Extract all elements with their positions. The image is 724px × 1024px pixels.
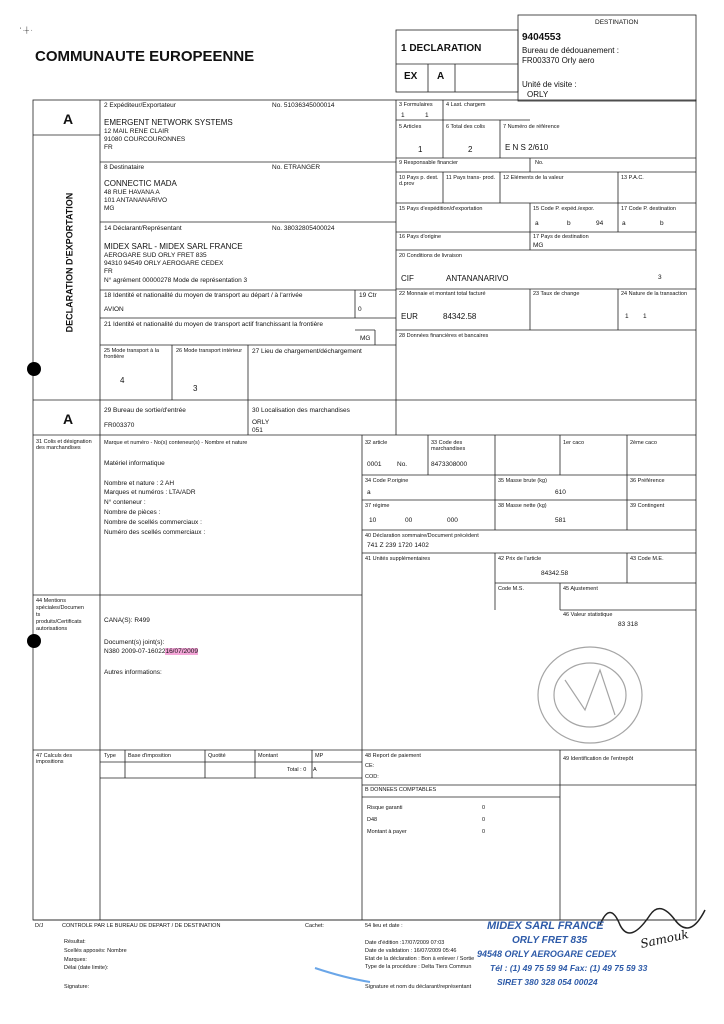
box44-label-1: 44 Mentions	[36, 598, 66, 604]
box48-ce: CE:	[365, 763, 375, 769]
box12-label: 12 Eléments de la valeur	[503, 175, 564, 181]
box3-label: 3 Formulaires	[399, 102, 433, 108]
declarant-number: No. 38032805400024	[272, 225, 335, 232]
box30-value-1: ORLY	[252, 419, 270, 426]
visit-value: ORLY	[527, 90, 549, 99]
box9-no: No.	[535, 160, 544, 166]
validation-date: Date de validation : 16/07/2009 05:46	[365, 948, 457, 954]
box15a-a: a	[535, 220, 539, 227]
calc-col-mp: MP	[315, 753, 324, 759]
exporter-country: FR	[104, 144, 113, 151]
procedure-type: Type de la procédure : Delta Tiers Commun	[365, 964, 472, 970]
box35-value: 610	[555, 489, 566, 496]
edition-date: Date d'édition :17/07/2009 07:03	[365, 940, 445, 946]
exporter-label: 2 Expéditeur/Exportateur	[104, 102, 176, 109]
declarant-address-2: 94310 94549 ORLY AEROGARE CEDEX	[104, 260, 224, 267]
box42-label: 42 Prix de l'article	[498, 556, 542, 562]
box32-no: No.	[397, 461, 408, 468]
box45-label: 45 Ajustement	[563, 586, 598, 592]
montant-value: 0	[482, 829, 486, 835]
box40-value: 741 Z 239 1720 1402	[367, 542, 429, 549]
declarant-address-1: AEROGARE SUD ORLY FRET 835	[104, 252, 207, 259]
box37-value-1: 10	[369, 517, 377, 524]
cachet-label: Cachet:	[305, 923, 324, 929]
cana-code: CANA(S): R499	[104, 617, 150, 624]
box5-label: 5 Articles	[399, 124, 422, 130]
risque-value: 0	[482, 805, 486, 811]
top-strip-label: DESTINATION	[595, 19, 639, 26]
box39-label: 39 Contingent	[630, 503, 665, 509]
box20-code: 3	[658, 274, 662, 281]
box15-label: 15 Pays d'expédition/d'exportation	[399, 206, 483, 212]
other-info-label: Autres informations:	[104, 669, 162, 676]
code-ms-label: Code M.S.	[498, 586, 524, 592]
box4-label: 4 Last. chargem	[446, 102, 486, 108]
document-date-highlight: 16/07/2009	[165, 648, 198, 655]
calc-col-type: Type	[104, 753, 116, 759]
box11-label: 11 Pays trans- prod.	[446, 175, 496, 181]
calc-total-a: A	[313, 767, 317, 773]
stamp-company-name: MIDEX SARL	[487, 920, 555, 932]
stamp-line-5: SIRET 380 328 054 00024	[497, 977, 598, 987]
goods-line-4: Nombre de pièces :	[104, 509, 161, 516]
box24-value-1: 1	[625, 313, 629, 320]
delai-label: Délai (date limite):	[64, 965, 109, 971]
box44-label-3: ts	[36, 612, 41, 618]
box15a-label: 15 Code P. expéd./expor.	[533, 206, 595, 212]
declarant-label: 14 Déclarant/Représentant	[104, 225, 182, 232]
box38-label: 38 Masse nette (kg)	[498, 503, 547, 509]
punch-hole-icon	[27, 634, 41, 648]
box19-label: 19 Ctr	[359, 292, 377, 299]
box7-value: E N S 2/610	[505, 143, 549, 152]
box13-label: 13 P.A.C.	[621, 175, 644, 181]
box21-label: 21 Identité et nationalité du moyen de transport actif franchissant la frontière	[104, 321, 323, 328]
box32-value: 0001	[367, 461, 382, 468]
declaration-state: Etat de la déclaration : Bon à enlever / Sortie	[365, 956, 475, 962]
office-label: Bureau de dédouanement :	[522, 46, 619, 55]
box22-amount: 84342.58	[443, 312, 477, 321]
goods-line-6: Numéro des scellés commerciaux :	[104, 529, 206, 536]
d48-label: D48	[367, 817, 378, 823]
box38-value: 581	[555, 517, 566, 524]
box17a-a: a	[622, 220, 626, 227]
box36-label: 36 Préférence	[630, 478, 665, 484]
box31-label: 31 Colis et désignation des marchandises	[36, 439, 92, 451]
consignee-number: No. ETRANGER	[272, 164, 321, 171]
box30-label: 30 Localisation des marchandises	[252, 407, 350, 414]
box15a-b: b	[567, 220, 571, 227]
declarant-name: MIDEX SARL - MIDEX SARL FRANCE	[104, 242, 243, 251]
blue-pen-stroke	[315, 968, 370, 982]
box44-label-2: spéciales/Documen	[36, 605, 84, 611]
declarant-agreement: N° agrément 00000278 Mode de représentation 3	[104, 277, 248, 284]
box54-label: 54 lieu et date :	[365, 923, 403, 929]
box44-label-5: autorisations	[36, 626, 68, 632]
consignee-label: 8 Destinataire	[104, 164, 145, 171]
caco-2-label: 2ème caco	[630, 440, 657, 446]
declaration-label: 1 DECLARATION	[401, 43, 482, 54]
scelles-label: Scellés apposés: Nombre	[64, 948, 127, 954]
box24-value-2: 1	[643, 313, 647, 320]
box30-value-2: 051	[252, 427, 263, 434]
box23-label: 23 Taux de change	[533, 291, 580, 297]
box42-value: 84342.58	[541, 570, 569, 577]
box29-value: FR003370	[104, 422, 135, 429]
calc-col-montant: Montant	[258, 753, 278, 759]
box48-cod: COD:	[365, 774, 379, 780]
box48-label: 48 Report de paiement	[365, 753, 421, 759]
box25-value: 4	[120, 376, 125, 385]
reference-number: 9404553	[522, 32, 561, 43]
box17-value: MG	[533, 242, 544, 249]
box9-label: 9 Responsable financier	[399, 160, 459, 166]
risque-label: Risque garanti	[367, 805, 403, 811]
consignee-country: MG	[104, 205, 115, 212]
vertical-title: DECLARATION D'EXPORTATION	[64, 192, 75, 333]
box49-label: 49 Identification de l'entrepôt	[563, 756, 634, 762]
box3-value-1: 1	[401, 112, 405, 119]
office-value: FR003370 Orly aero	[522, 56, 595, 65]
goods-line-2: Marques et numéros : LTA/ADR	[104, 489, 196, 496]
stamp-company-country: FRANCE	[557, 920, 604, 932]
marques-label: Marques:	[64, 957, 87, 963]
box26-value: 3	[193, 384, 198, 393]
box20-label: 20 Conditions de livraison	[399, 253, 462, 259]
box15a-value: 94	[596, 220, 604, 227]
box40-label: 40 Déclaration sommaire/Document précédent	[365, 533, 479, 539]
declaration-type-1: EX	[404, 71, 418, 82]
controle-label: CONTROLE PAR LE BUREAU DE DEPART / DE DESTINATION	[62, 923, 221, 929]
box27-label: 27 Lieu de chargement/déchargement	[252, 348, 362, 355]
declaration-type-2: A	[437, 71, 445, 82]
calc-col-base: Base d'imposition	[128, 753, 171, 759]
document-number: N380 2009-07-16022	[104, 648, 166, 655]
box41-label: 41 Unités supplémentaires	[365, 556, 431, 562]
box33-value: 8473308000	[431, 461, 468, 468]
box43-label: 43 Code M.E.	[630, 556, 664, 562]
caco-1-label: 1er caco	[563, 440, 585, 446]
visit-label: Unité de visite :	[522, 80, 577, 89]
box33-label: 33 Code des marchandises	[431, 440, 466, 452]
calc-col-quotite: Quotité	[208, 753, 226, 759]
signature-declarant-label: Signature et nom du déclarant/représentant	[365, 984, 472, 990]
scribble-mark: ' ·┼ ·	[20, 28, 33, 34]
box37-label: 37 régime	[365, 503, 390, 509]
box37-value-3: 000	[447, 517, 458, 524]
goods-line-3: N° conteneur :	[104, 499, 146, 506]
box24-label: 24 Nature de la transaction	[621, 291, 688, 297]
dj-label: D/J	[35, 923, 44, 929]
box22-currency: EUR	[401, 312, 418, 321]
box32-label: 32 article	[365, 440, 388, 446]
stamp-line-2: ORLY FRET 835	[512, 935, 588, 946]
stamp-line-4: Tél : (1) 49 75 59 94 Fax: (1) 49 75 59 33	[490, 963, 648, 973]
box7-label: 7 Numéro de référence	[503, 124, 560, 130]
box3-value-2: 1	[425, 112, 429, 119]
box10-label: 10 Pays p. dest. d.prov	[399, 175, 439, 187]
copy-letter-bottom: A	[63, 411, 74, 427]
box18-value: AVION	[104, 306, 124, 313]
box34-label: 34 Code P.origine	[365, 478, 409, 484]
signature-label: Signature:	[64, 984, 90, 990]
goods-line-1: Nombre et nature : 2 AH	[104, 480, 175, 487]
box28-label: 28 Données financières et bancaires	[399, 333, 489, 339]
box29-label: 29 Bureau de sortie/d'entrée	[104, 407, 186, 414]
donnees-comptables-label: B DONNEES COMPTABLES	[365, 787, 437, 793]
consignee-name: CONNECTIC MADA	[104, 179, 177, 188]
exporter-name: EMERGENT NETWORK SYSTEMS	[104, 118, 233, 127]
box18-label: 18 Identité et nationalité du moyen de transport au départ / à l'arrivée	[104, 292, 303, 299]
punch-hole-icon	[27, 362, 41, 376]
stamp-company	[487, 921, 604, 932]
d48-value: 0	[482, 817, 486, 823]
exporter-number: No. 51036345000014	[272, 102, 335, 109]
handwritten-signature-text: Samouk	[639, 927, 690, 951]
box22-label: 22 Monnaie et montant total facturé	[399, 291, 486, 297]
documents-label: Document(s) joint(s):	[104, 639, 165, 646]
goods-description: Matériel informatique	[104, 460, 165, 467]
handwritten-signature	[600, 909, 705, 933]
document-value	[104, 649, 198, 656]
box46-value: 83 318	[618, 621, 638, 628]
customs-round-stamp-icon	[538, 647, 642, 743]
consignee-address-1: 48 RUE HAVANA A	[104, 189, 160, 196]
declarant-country: FR	[104, 268, 113, 275]
box20-incoterm: CIF	[401, 274, 414, 283]
box6-label: 6 Total des colis	[446, 124, 486, 130]
box6-value: 2	[468, 145, 473, 154]
box21-value: MG	[360, 335, 371, 342]
box17-label: 17 Pays de destination	[533, 234, 589, 240]
box44-label-4: produits/Certificats	[36, 619, 82, 625]
montant-label: Montant à payer	[367, 829, 407, 835]
box20-place: ANTANANARIVO	[446, 274, 509, 283]
exporter-address-2: 91080 COURCOURONNES	[104, 136, 186, 143]
box26-label: 26 Mode transport intérieur	[176, 348, 243, 354]
box17a-label: 17 Code P. destination	[621, 206, 676, 212]
consignee-address-2: 101 ANTANANARIVO	[104, 197, 168, 204]
exporter-address-1: 12 MAIL RENE CLAIR	[104, 128, 169, 135]
goods-line-5: Nombre de scellés commerciaux :	[104, 519, 202, 526]
copy-letter-top: A	[63, 111, 74, 127]
box19-value: 0	[358, 306, 362, 313]
box34-a: a	[367, 489, 371, 496]
box5-value: 1	[418, 145, 423, 154]
box46-label: 46 Valeur statistique	[563, 612, 613, 618]
stamp-line-3: 94548 ORLY AEROGARE CEDEX	[477, 949, 617, 959]
box25-label: 25 Mode transport à la frontière	[104, 348, 160, 360]
marks-label: Marque et numéro - No(s) conteneur(s) - Nombre et nature	[104, 440, 248, 446]
box35-label: 35 Masse brute (kg)	[498, 478, 547, 484]
calc-total: Total : 0	[287, 767, 307, 773]
box37-value-2: 00	[405, 517, 413, 524]
resultat-label: Résultat:	[64, 939, 86, 945]
box16-label: 16 Pays d'origine	[399, 234, 442, 240]
community-title: COMMUNAUTE EUROPEENNE	[35, 48, 255, 65]
box17a-b: b	[660, 220, 664, 227]
box47-label: 47 Calculs des impositions	[36, 753, 73, 765]
